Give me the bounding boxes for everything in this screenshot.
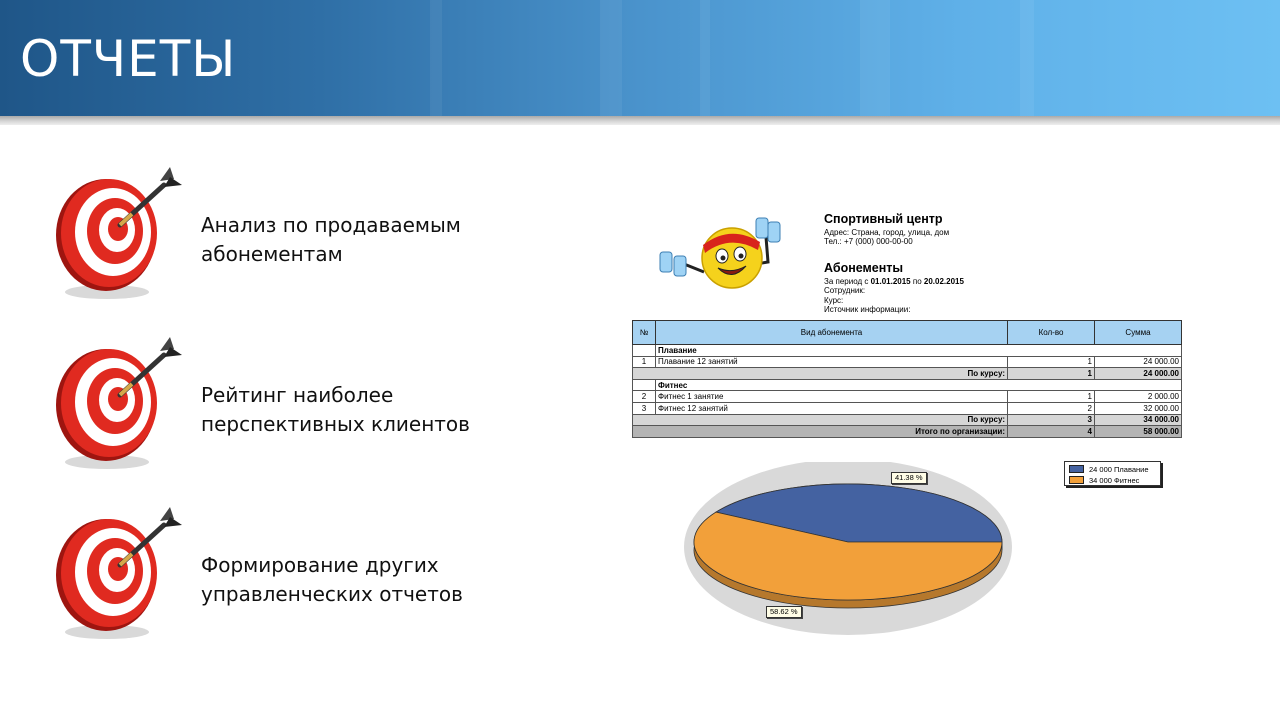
bullet-item-rating [52,335,552,475]
legend-swatch-fitness [1069,476,1084,484]
column-header-qty: Кол-во [1008,321,1095,345]
table-row: 3 Фитнес 12 занятий 2 32 000.00 [633,402,1182,414]
total-row: Итого по организации: 4 58 000.00 [633,426,1182,438]
bullet-item-analysis [52,165,552,305]
subtotal-row: По курсу: 3 34 000.00 [633,414,1182,426]
dartboard-target-icon [52,335,192,475]
column-header-sum: Сумма [1095,321,1182,345]
report-employee: Сотрудник: [824,286,866,295]
header-banner [0,0,1280,116]
report-source: Источник информации: [824,305,911,314]
report-course: Курс: [824,296,844,305]
report-org-name: Спортивный центр [824,212,943,226]
column-header-num: № [633,321,656,345]
header-divider [0,116,1280,125]
pie-chart [680,462,1020,640]
column-header-type: Вид абонемента [656,321,1008,345]
report-address: Адрес: Страна, город, улица, дом [824,228,950,237]
report-title: Абонементы [824,261,904,275]
table-row: 2 Фитнес 1 занятие 1 2 000.00 [633,391,1182,403]
bullet-text: Рейтинг наиболее перспективных клиентов [201,383,470,436]
bullet-text: Анализ по продаваемым абонементам [201,213,461,266]
subtotal-row: По курсу: 1 24 000.00 [633,368,1182,380]
bullet-item-other-reports [52,505,552,645]
dartboard-target-icon [52,505,192,645]
legend-item-fitness: 34 000 Фитнес [1069,475,1139,485]
smiley-dumbbell-icon [656,212,786,296]
report-phone: Тел.: +7 (000) 000-00-00 [824,237,913,246]
table-row: 1 Плавание 12 занятий 1 24 000.00 [633,356,1182,368]
legend-swatch-swimming [1069,465,1084,473]
chart-legend [1064,461,1161,486]
bullet-text: Формирование других управленческих отчетов [201,553,463,606]
group-row: Фитнес [633,379,1182,391]
slide-title: ОТЧЕТЫ [20,30,237,88]
table-header-row [633,321,1182,345]
dartboard-target-icon [52,165,192,305]
pie-label-swimming: 41.38 % [891,472,927,484]
legend-item-swimming: 24 000 Плавание [1069,464,1149,474]
report-table [632,320,1182,438]
group-row: Плавание [633,345,1182,357]
pie-label-fitness: 58.62 % [766,606,802,618]
pie-slices [694,484,1002,600]
report-period: За период с 01.01.2015 по 20.02.2015 [824,277,964,286]
